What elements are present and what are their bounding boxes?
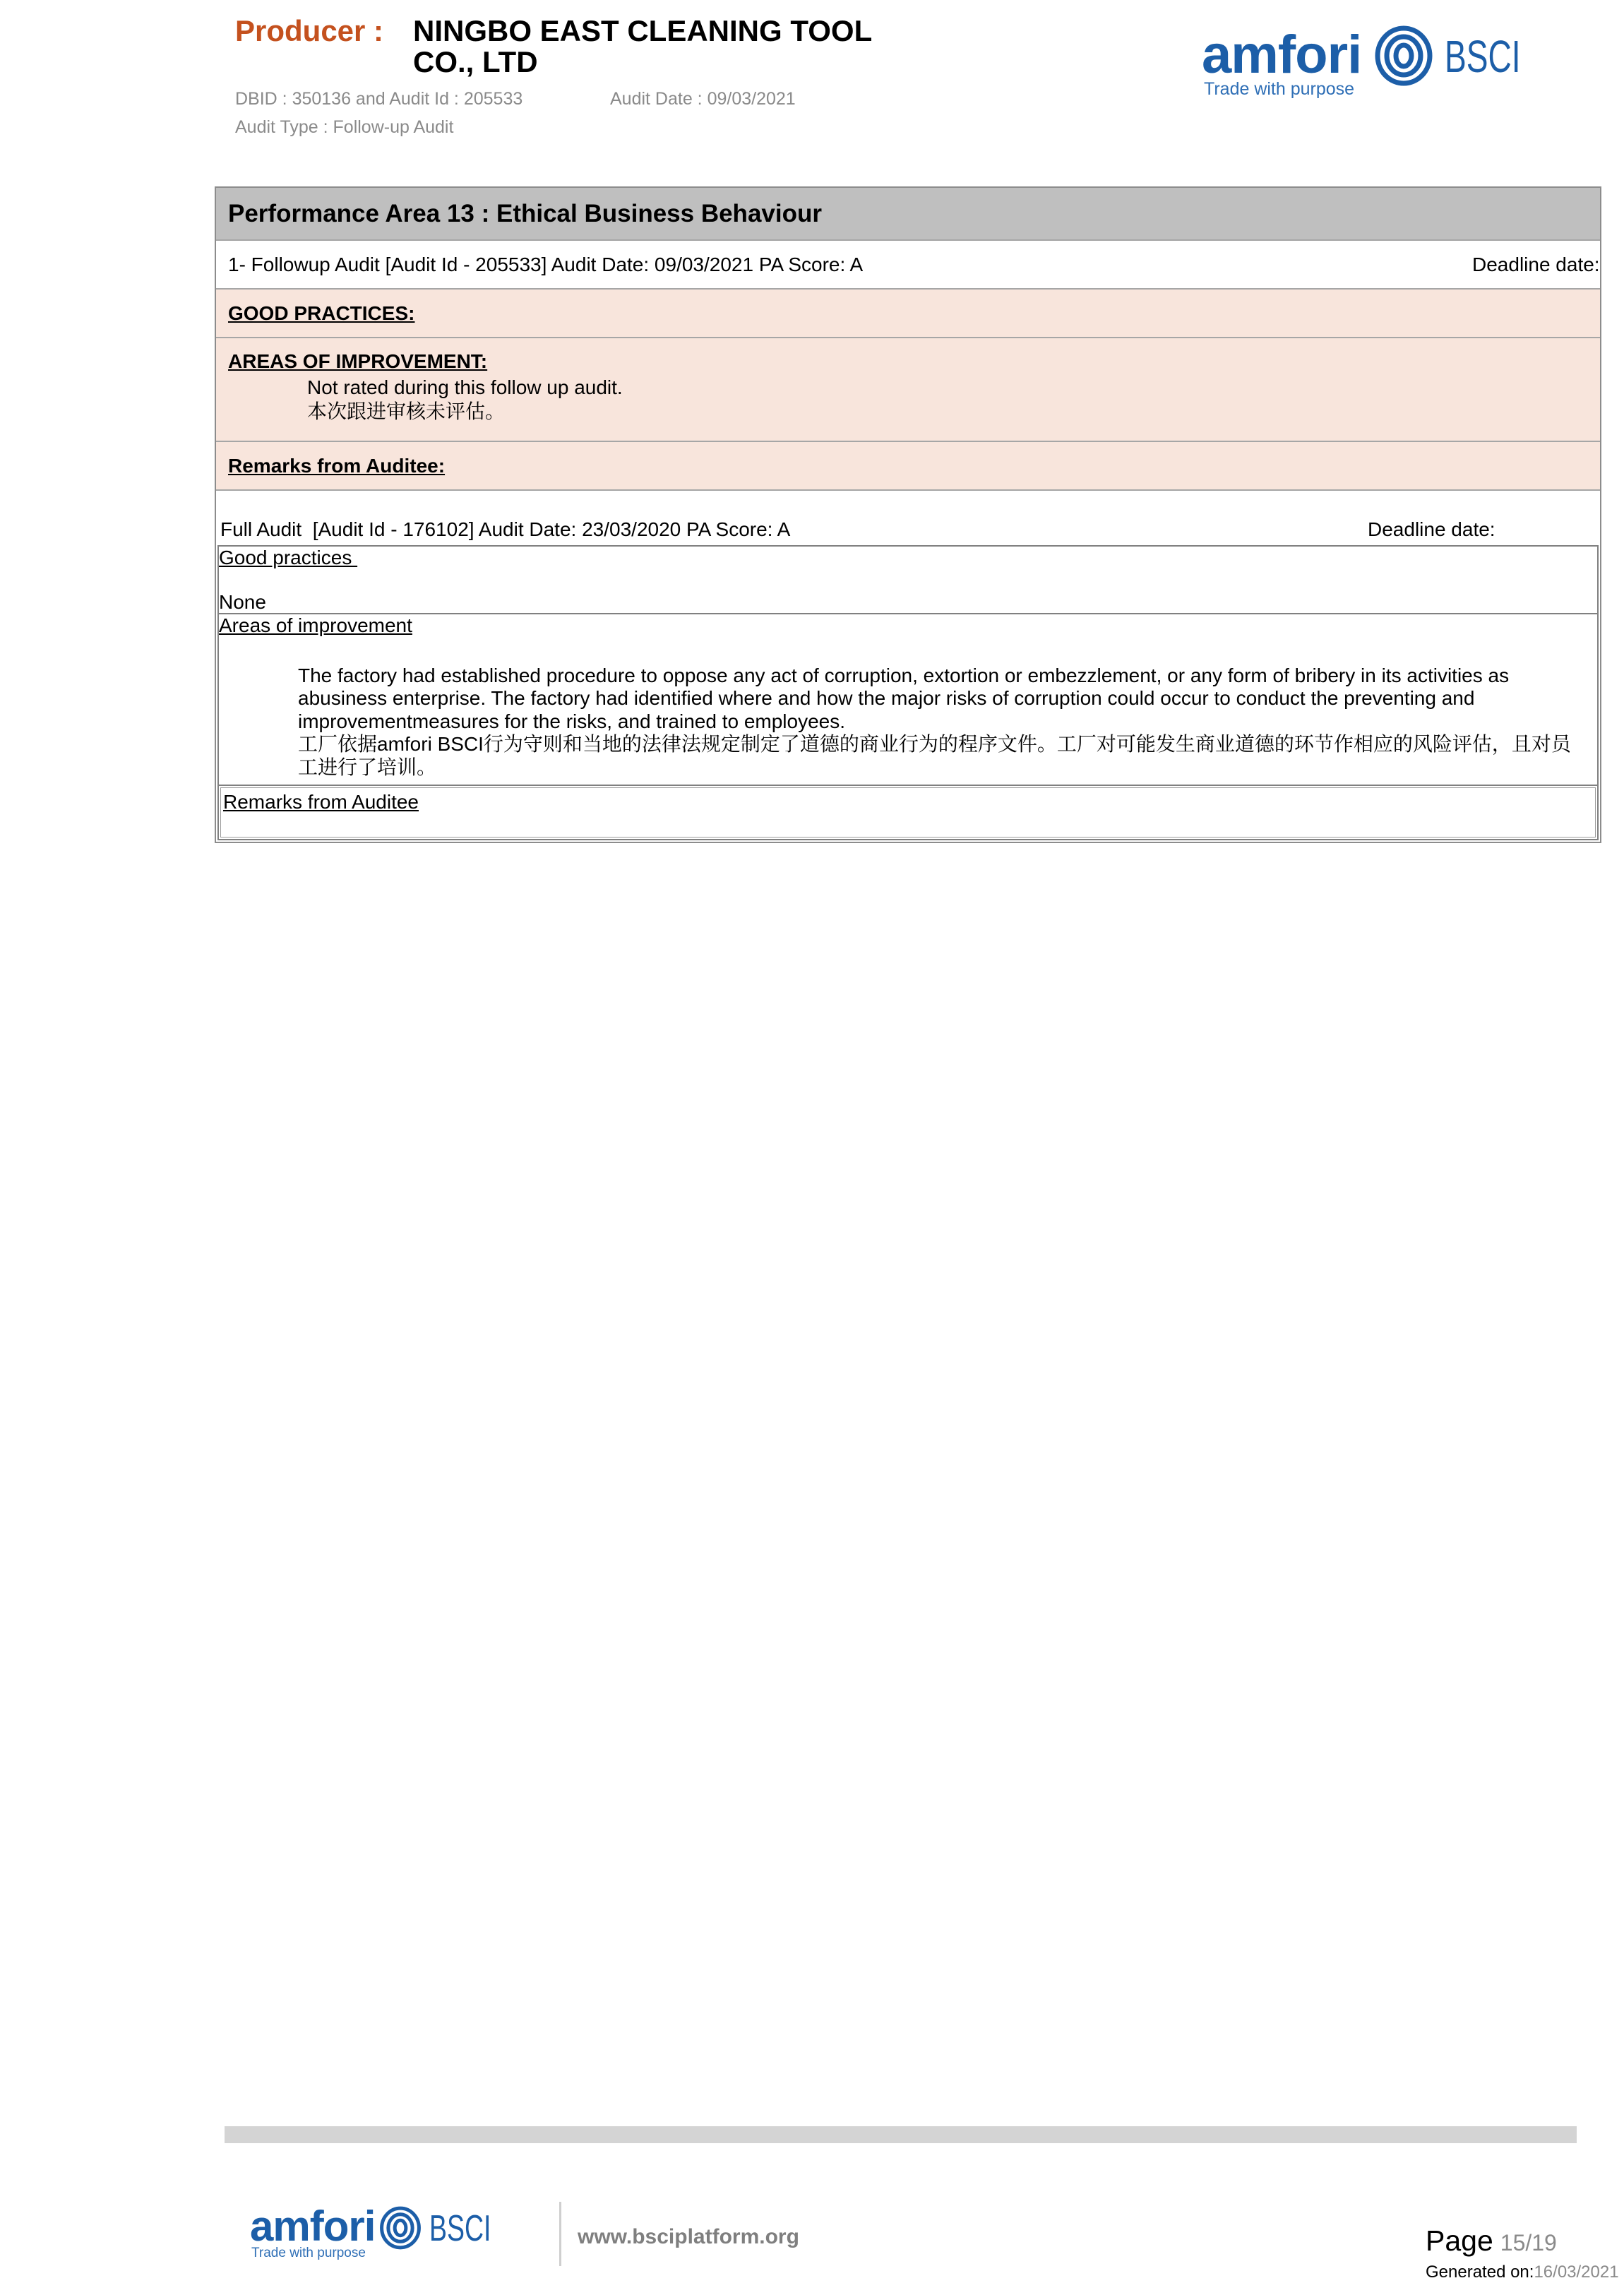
followup-remarks-label: Remarks from Auditee: xyxy=(228,455,446,477)
amfori-swirl-icon xyxy=(1374,25,1433,86)
full-remarks-label: Remarks from Auditee xyxy=(223,791,419,813)
footer-logo-program: BSCI xyxy=(429,2208,491,2249)
audit-type: Audit Type : Follow-up Audit xyxy=(235,117,454,137)
footer-amfori-swirl-icon xyxy=(379,2206,422,2250)
full-audit-deadline-label: Deadline date: xyxy=(1368,518,1495,540)
logo-program: BSCI xyxy=(1445,31,1521,82)
full-areas-label: Areas of improvement xyxy=(219,614,412,636)
page-label: Page xyxy=(1426,2224,1493,2257)
logo-tagline: Trade with purpose xyxy=(1204,79,1355,99)
followup-audit-line: 1- Followup Audit [Audit Id - 205533] Audit Date: 09/03/2021 PA Score: A xyxy=(228,254,864,275)
footer-amfori-bsci-logo xyxy=(247,2202,491,2265)
page-number xyxy=(1426,2223,1557,2265)
performance-area-title-row xyxy=(216,188,1600,241)
footer-divider-bar xyxy=(225,2126,1577,2143)
full-audit-details-table xyxy=(217,545,1599,840)
full-areas-paragraph xyxy=(298,664,1571,779)
full-areas-line-1: The factory had established procedure to oppose any act of corruption, extortion or embezzlement, or any form of bribery in its activities as xyxy=(298,664,1510,686)
amfori-bsci-logo xyxy=(1200,21,1525,102)
followup-areas-text-en: Not rated during this follow up audit. xyxy=(307,376,623,398)
full-remarks-row xyxy=(219,786,1597,839)
performance-area-table xyxy=(215,186,1601,843)
followup-good-practices-row xyxy=(216,290,1600,338)
full-good-practices-label: Good practices xyxy=(219,547,358,568)
followup-audit-row xyxy=(216,241,1600,290)
followup-areas-label: AREAS OF IMPROVEMENT: xyxy=(228,350,488,372)
footer-logo-tagline: Trade with purpose xyxy=(251,2246,366,2260)
full-good-practices-row xyxy=(219,547,1597,614)
footer-logo-wordmark: amfori xyxy=(250,2202,376,2250)
full-areas-line-5: 工进行了培训。 xyxy=(298,756,437,778)
producer-label: Producer : xyxy=(235,14,384,47)
followup-good-practices-label: GOOD PRACTICES: xyxy=(228,302,415,324)
full-areas-row xyxy=(219,614,1597,786)
producer-name xyxy=(413,16,872,78)
footer-vertical-divider xyxy=(559,2202,561,2266)
generated-on xyxy=(1426,2263,1619,2282)
followup-remarks-row xyxy=(216,442,1600,491)
followup-deadline-label: Deadline date: xyxy=(1472,254,1600,275)
page-count: 15/19 xyxy=(1500,2230,1557,2255)
generated-date: 16/03/2021 xyxy=(1534,2263,1619,2282)
followup-areas-text-zh: 本次跟进审核未评估。 xyxy=(307,400,506,422)
full-areas-line-3: improvementmeasures for the risks, and trained to employees. xyxy=(298,710,846,732)
producer-name-line-2: CO., LTD xyxy=(413,45,538,78)
logo-wordmark: amfori xyxy=(1202,25,1362,85)
full-areas-line-2: abusiness enterprise. The factory had identified where and how the major risks of corruption could occur to conduct the preventing and xyxy=(298,687,1475,710)
audit-date: Audit Date : 09/03/2021 xyxy=(610,89,796,109)
performance-area-title: Performance Area 13 : Ethical Business Behaviour xyxy=(228,200,822,227)
full-audit-line: Full Audit [Audit Id - 176102] Audit Date: 23/03/2020 PA Score: A xyxy=(220,518,791,540)
full-good-practices-text: None xyxy=(219,591,266,613)
full-areas-line-4: 工厂依据amfori BSCI行为守则和当地的法律法规定制定了道德的商业行为的程序文件。工厂对可能发生商业道德的环节作相应的风险评估，且对员 xyxy=(298,733,1571,756)
full-remarks-cell xyxy=(220,787,1596,838)
website-url: www.bsciplatform.org xyxy=(578,2225,799,2248)
followup-areas-row xyxy=(216,338,1600,442)
dbid-audit-id: DBID : 350136 and Audit Id : 205533 xyxy=(235,89,523,109)
producer-name-line-1: NINGBO EAST CLEANING TOOL xyxy=(413,14,873,47)
generated-label: Generated on: xyxy=(1426,2263,1534,2282)
